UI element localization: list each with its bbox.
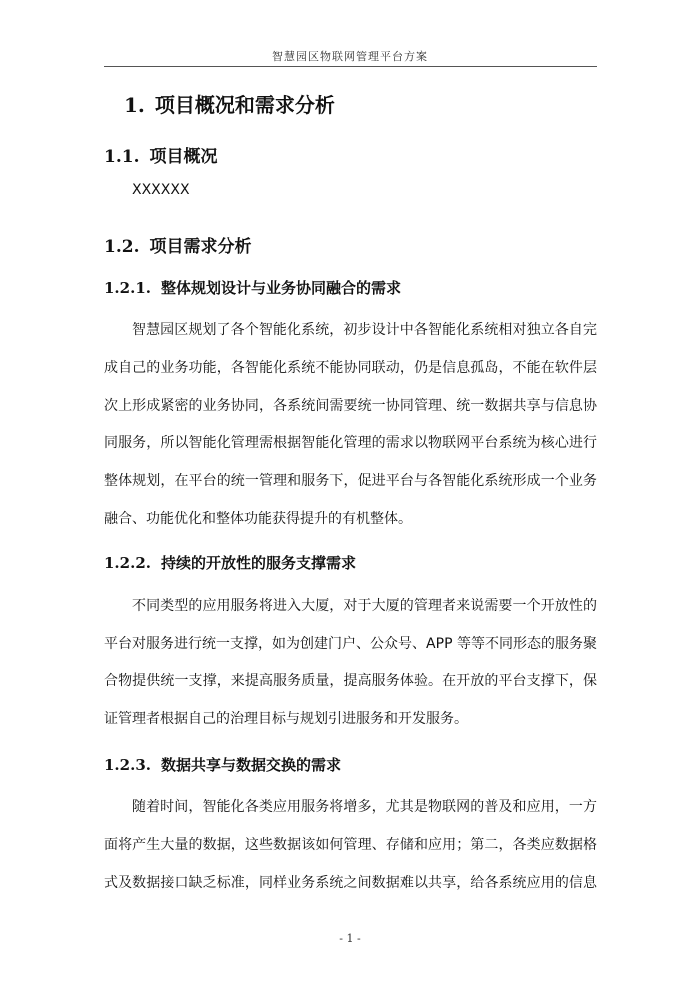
heading-number: 1.2.1.	[104, 279, 151, 297]
heading-1-2-3	[104, 754, 341, 775]
paragraph-line: 证管理者根据自己的治理目标与规划引进服务和开发服务。	[104, 711, 468, 727]
page-header: 智慧园区物联网管理平台方案	[272, 50, 428, 63]
paragraph-line: 面将产生大量的数据，这些数据该如何管理、存储和应用；第二，各类应数据格	[104, 837, 597, 853]
heading-1-2-2	[104, 552, 356, 573]
header-divider	[104, 66, 597, 67]
paragraph-line: 整体规划，在平台的统一管理和服务下，促进平台与各智能化系统形成一个业务	[104, 473, 597, 489]
heading-title: 持续的开放性的服务支撑需求	[160, 554, 356, 572]
heading-1-2-1	[104, 277, 401, 298]
heading-title: 整体规划设计与业务协同融合的需求	[160, 279, 401, 297]
paragraph-line: 次上形成紧密的业务协同，各系统间需要统一协同管理、统一数据共享与信息协	[104, 398, 597, 414]
paragraph-line: 成自己的业务功能，各智能化系统不能协同联动，仍是信息孤岛，不能在软件层	[104, 360, 597, 376]
heading-number: 1.2.	[104, 237, 140, 257]
paragraph-line: 融合、功能优化和整体功能获得提升的有机整体。	[104, 511, 412, 527]
heading-number: 1.1.	[104, 147, 140, 167]
heading-title: 项目概况和需求分析	[154, 93, 335, 117]
page-number: - 1 -	[339, 932, 361, 945]
heading-number: 1.2.3.	[104, 756, 151, 774]
heading-title: 项目概况	[149, 147, 218, 167]
paragraph-line: 智慧园区规划了各个智能化系统，初步设计中各智能化系统相对独立各自完	[132, 322, 597, 338]
heading-title: 数据共享与数据交换的需求	[160, 756, 341, 774]
heading-title: 项目需求分析	[149, 237, 252, 257]
heading-1-2	[104, 232, 252, 257]
paragraph-line: 式及数据接口缺乏标准，同样业务系统之间数据难以共享，给各系统应用的信息	[104, 875, 597, 891]
overview-content: XXXXXX	[132, 182, 190, 198]
heading-1	[124, 89, 335, 118]
paragraph-line: 同服务，所以智能化管理需根据智能化管理的需求以物联网平台系统为核心进行	[104, 435, 597, 451]
heading-number: 1.2.2.	[104, 554, 151, 572]
paragraph-line: 平台对服务进行统一支撑，如为创建门户、公众号、APP 等等不同形态的服务聚	[104, 636, 597, 652]
paragraph-line: 合物提供统一支撑，来提高服务质量，提高服务体验。在开放的平台支撑下，保	[104, 673, 597, 689]
paragraph-line: 不同类型的应用服务将进入大厦，对于大厦的管理者来说需要一个开放性的	[132, 598, 597, 614]
heading-1-1	[104, 142, 218, 167]
heading-number: 1.	[124, 93, 145, 117]
paragraph-line: 随着时间，智能化各类应用服务将增多，尤其是物联网的普及和应用，一方	[132, 799, 597, 815]
